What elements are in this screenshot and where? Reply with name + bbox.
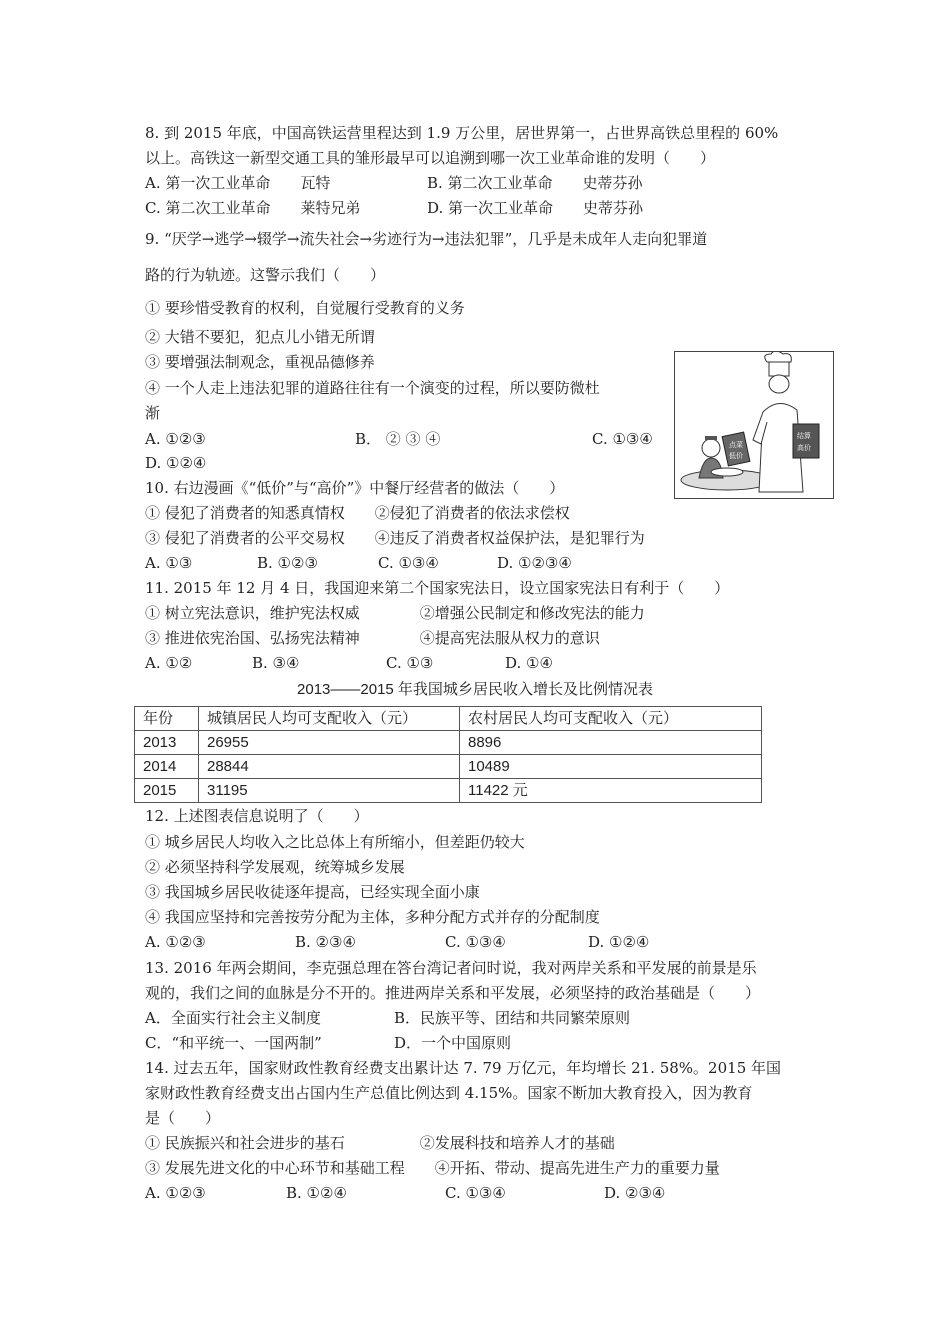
q11-option-a: A. ①②: [145, 654, 193, 672]
q9-option-b: B． ② ③ ④: [355, 430, 441, 448]
q12-option-c: C. ①③④: [445, 933, 506, 951]
table-header-row: [135, 707, 762, 731]
q12-stem: 12. 上述图表信息说明了（ ）: [145, 807, 369, 825]
q14-option-d: D. ②③④: [604, 1184, 666, 1202]
q8-option-b: B. 第二次工业革命 史蒂芬孙: [427, 174, 643, 192]
chef-cartoon-illustration: [675, 352, 833, 498]
q12-option-b: B. ②③④: [295, 933, 356, 951]
q10-stem: 10. 右边漫画《“低价”与“高价”》中餐厅经营者的做法（ ）: [145, 479, 565, 497]
q11-option-d: D. ①④: [505, 654, 553, 672]
q9-option-a: A. ①②③: [145, 430, 206, 448]
restaurant-cartoon: [674, 351, 834, 499]
table-row: [135, 731, 762, 755]
table-cell: 28844: [199, 755, 460, 779]
q10-option-b: B. ①②③: [257, 554, 318, 572]
q10-option-d: D. ①②③④: [497, 554, 572, 572]
q13-option-b: B．民族平等、团结和共同繁荣原则: [394, 1009, 631, 1027]
table-row: [135, 755, 762, 779]
q9-item-3: ③ 要增强法制观念，重视品德修养: [145, 353, 375, 371]
q14-items-1-2: ① 民族振兴和社会进步的基石 ②发展科技和培养人才的基础: [145, 1134, 615, 1152]
q9-option-c: C. ①③④: [592, 430, 653, 448]
table-header-cell: 城镇居民人均可支配收入（元）: [199, 707, 460, 731]
q14-stem-line2: 家财政性教育经费支出占国内生产总值比例达到 4.15%。国家不断加大教育投入，因为教育: [145, 1084, 753, 1102]
svg-text:高价: 高价: [797, 444, 811, 452]
q9-stem-line1: 9. “厌学→逃学→辍学→流失社会→劣迹行为→违法犯罪”，几乎是未成年人走向犯罪道: [145, 230, 708, 248]
q14-option-c: C. ①③④: [445, 1184, 506, 1202]
table-cell: 8896: [460, 731, 762, 755]
table-cell: 2015: [135, 779, 199, 803]
q13-stem-line1: 13. 2016 年两会期间，李克强总理在答台湾记者问时说，我对两岸关系和平发展的前景是乐: [145, 959, 757, 977]
income-table-caption: 2013——2015 年我国城乡居民收入增长及比例情况表: [297, 681, 653, 698]
income-table: [134, 706, 762, 803]
q13-option-c: C．“和平统一、一国两制”: [145, 1034, 322, 1052]
q14-option-b: B. ①②④: [286, 1184, 347, 1202]
table-cell: 10489: [460, 755, 762, 779]
q8-stem-line1: 8. 到 2015 年底，中国高铁运营里程达到 1.9 万公里，居世界第一，占世界高铁总里程的 60%: [145, 124, 779, 142]
table-row: [135, 779, 762, 803]
q13-option-d: D．一个中国原则: [394, 1034, 512, 1052]
q12-item-4: ④ 我国应坚持和完善按劳分配为主体，多种分配方式并存的分配制度: [145, 908, 600, 926]
q14-stem-line3: 是（ ）: [145, 1109, 221, 1127]
q9-item-2: ② 大错不要犯，犯点儿小错无所谓: [145, 328, 375, 346]
q13-option-a: A．全面实行社会主义制度: [145, 1009, 321, 1027]
q9-option-d: D. ①②④: [145, 454, 207, 472]
q11-option-c: C. ①③: [386, 654, 434, 672]
q11-items-1-2: ① 树立宪法意识，维护宪法权威 ②增强公民制定和修改宪法的能力: [145, 604, 645, 622]
table-header-cell: 年份: [135, 707, 199, 731]
q9-item-4-continued: 渐: [145, 404, 161, 422]
q10-option-a: A. ①③: [145, 554, 193, 572]
sign-right-text: 结算: [797, 432, 811, 440]
q8-stem-line2: 以上。高铁这一新型交通工具的雏形最早可以追溯到哪一次工业革命谁的发明（ ）: [145, 149, 716, 167]
table-cell: 11422 元: [460, 779, 762, 803]
q12-option-a: A. ①②③: [145, 933, 206, 951]
q10-items-1-2: ① 侵犯了消费者的知悉真情权 ②侵犯了消费者的依法求偿权: [145, 504, 570, 522]
q8-option-d: D. 第一次工业革命 史蒂芬孙: [427, 199, 644, 217]
q14-option-a: A. ①②③: [145, 1184, 206, 1202]
q10-items-3-4: ③ 侵犯了消费者的公平交易权 ④违反了消费者权益保护法，是犯罪行为: [145, 529, 645, 547]
q8-option-a: A. 第一次工业革命 瓦特: [145, 174, 331, 192]
q8-option-c: C. 第二次工业革命 莱特兄弟: [145, 199, 361, 217]
q9-stem-line2: 路的行为轨迹。这警示我们（ ）: [145, 266, 386, 284]
sign-left-text: 点菜: [729, 441, 743, 449]
svg-text:低价: 低价: [729, 452, 743, 460]
q11-option-b: B. ③④: [252, 654, 300, 672]
q12-item-1: ① 城乡居民人均收入之比总体上有所缩小，但差距仍较大: [145, 833, 525, 851]
q10-option-c: C. ①③④: [378, 554, 439, 572]
q12-item-3: ③ 我国城乡居民收徒逐年提高，已经实现全面小康: [145, 883, 480, 901]
table-cell: 2014: [135, 755, 199, 779]
q11-items-3-4: ③ 推进依宪治国、弘扬宪法精神 ④提高宪法服从权力的意识: [145, 629, 600, 647]
q9-item-4: ④ 一个人走上违法犯罪的道路往往有一个演变的过程，所以要防微杜: [145, 379, 600, 397]
q13-stem-line2: 观的，我们之间的血脉是分不开的。推进两岸关系和平发展，必须坚持的政治基础是（ ）: [145, 984, 761, 1002]
q12-item-2: ② 必须坚持科学发展观，统筹城乡发展: [145, 858, 405, 876]
table-cell: 31195: [199, 779, 460, 803]
q11-stem: 11. 2015 年 12 月 4 日，我国迎来第二个国家宪法日，设立国家宪法日有利于（ ）: [145, 579, 730, 597]
q12-option-d: D. ①②④: [588, 933, 650, 951]
q14-stem-line1: 14. 过去五年，国家财政性教育经费支出累计达 7. 79 万亿元，年均增长 21. 58%。2015 年国: [145, 1059, 782, 1077]
q9-item-1: ① 要珍惜受教育的权利，自觉履行受教育的义务: [145, 299, 465, 317]
table-cell: 26955: [199, 731, 460, 755]
table-cell: 2013: [135, 731, 199, 755]
q14-items-3-4: ③ 发展先进文化的中心环节和基础工程 ④开拓、带动、提高先进生产力的重要力量: [145, 1159, 720, 1177]
table-header-cell: 农村居民人均可支配收入（元）: [460, 707, 762, 731]
